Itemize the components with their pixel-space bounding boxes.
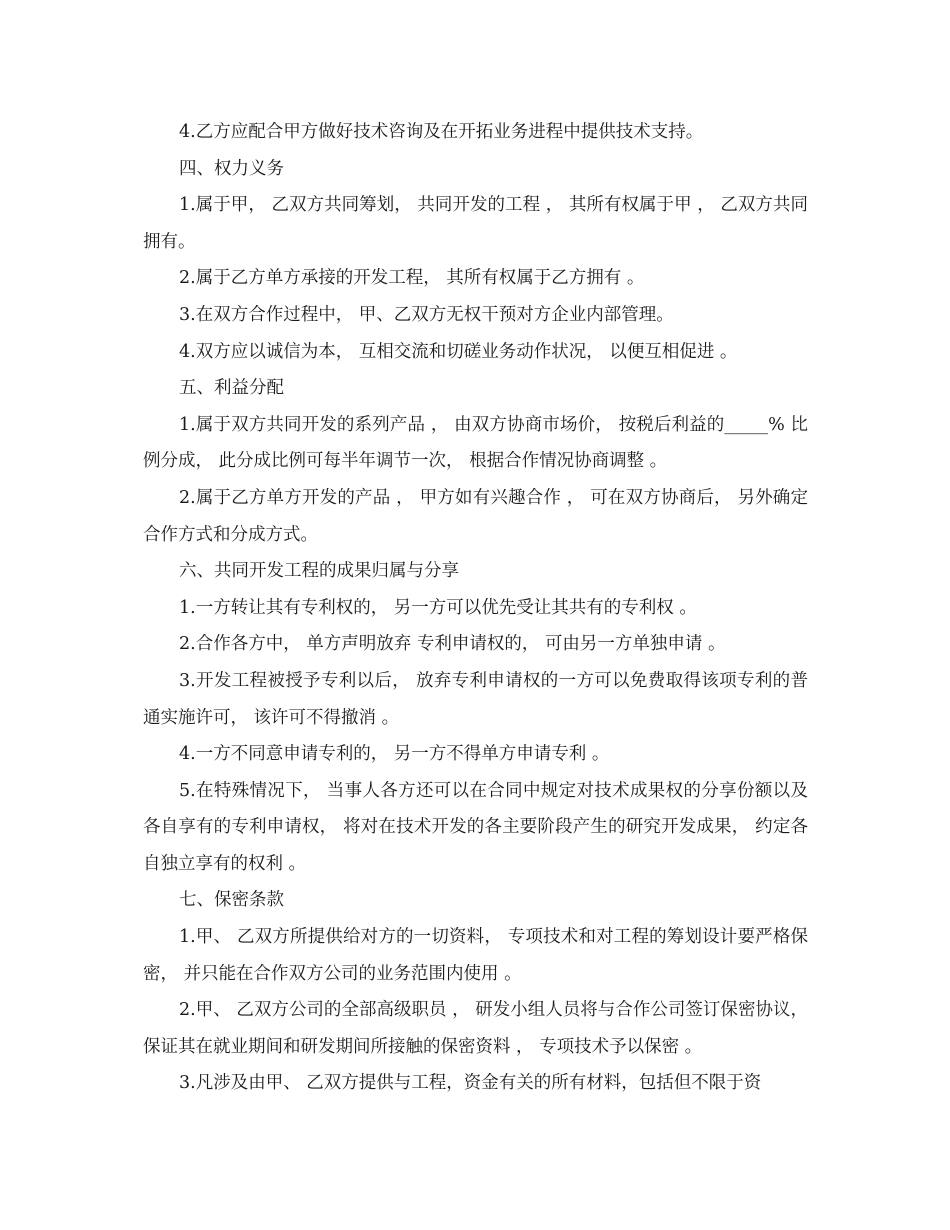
- paragraph-1-materials-confidential: 1.甲、 乙双方所提供给对方的一切资料， 专项技术和对工程的筹划设计要严格保密， 并只能在合作双方公司的业务范围内使用 。: [143, 927, 808, 984]
- paragraph-5-special-cases: 5.在特殊情况下， 当事人各方还可以在合同中规定对技术成果权的分享份额以及各自享有的专利申请权， 将对在技术开发的各主要阶段产生的研究开发成果， 约定各自独立享有的权利 。: [143, 780, 808, 874]
- section-heading-rights-duties: 四、权力义务: [179, 158, 284, 179]
- paragraph-2-party-b-ownership: 2.属于乙方单方承接的开发工程， 其所有权属于乙方拥有 。: [179, 268, 645, 289]
- paragraph-2-party-b-products: 2.属于乙方单方开发的产品 ， 甲方如有兴趣合作 ， 可在双方协商后， 另外确定合作方式和分成方式。: [143, 487, 808, 545]
- paragraph-2-staff-nda: 2.甲、 乙双方公司的全部高级职员 ， 研发小组人员将与合作公司签订保密协议， 保证其在就业期间和研发期间所接触的保密资料 ， 专项技术予以保密 。: [143, 1000, 808, 1057]
- paragraph-2-patent-waiver: 2.合作各方中， 单方声明放弃 专利申请权的， 可由另一方单独申请 。: [179, 634, 726, 655]
- paragraph-4-tech-support: 4.乙方应配合甲方做好技术咨询及在开拓业务进程中提供技术支持。: [179, 122, 704, 142]
- paragraph-1-profit-share: 1.属于双方共同开发的系列产品 ， 由双方协商市场价， 按税后利益的_____% 比例分成， 此分成比例可每半年调节一次， 根据合作情况协商调整 。: [143, 414, 808, 472]
- section-heading-results-ownership: 六、共同开发工程的成果归属与分享: [179, 561, 459, 582]
- section-heading-confidentiality: 七、保密条款: [179, 890, 284, 911]
- document-body: [143, 114, 808, 1102]
- paragraph-3-patent-license: 3.开发工程被授予专利以后， 放弃专利申请权的一方可以免费取得该项专利的普通实施许可， 该许可不得撤消 。: [143, 670, 808, 728]
- paragraph-1-joint-ownership: 1.属于甲， 乙双方共同筹划， 共同开发的工程 ， 其所有权属于甲 ， 乙双方共同拥有。: [143, 195, 808, 252]
- paragraph-1-patent-transfer: 1.一方转让其有专利权的， 另一方可以优先受让其共有的专利权 。: [179, 597, 697, 618]
- section-heading-profit-distribution: 五、利益分配: [179, 378, 284, 399]
- paragraph-3-no-interference: 3.在双方合作过程中， 甲、乙双方无权干预对方企业内部管理。: [179, 304, 674, 325]
- paragraph-4-integrity: 4.双方应以诚信为本， 互相交流和切磋业务动作状况， 以便互相促进 。: [179, 341, 738, 362]
- paragraph-3-materials-scope: 3.凡涉及由甲、 乙双方提供与工程，资金有关的所有材料，包括但不限于资: [179, 1073, 762, 1094]
- paragraph-4-patent-disagreement: 4.一方不同意申请专利的， 另一方不得单方申请专利 。: [179, 744, 610, 765]
